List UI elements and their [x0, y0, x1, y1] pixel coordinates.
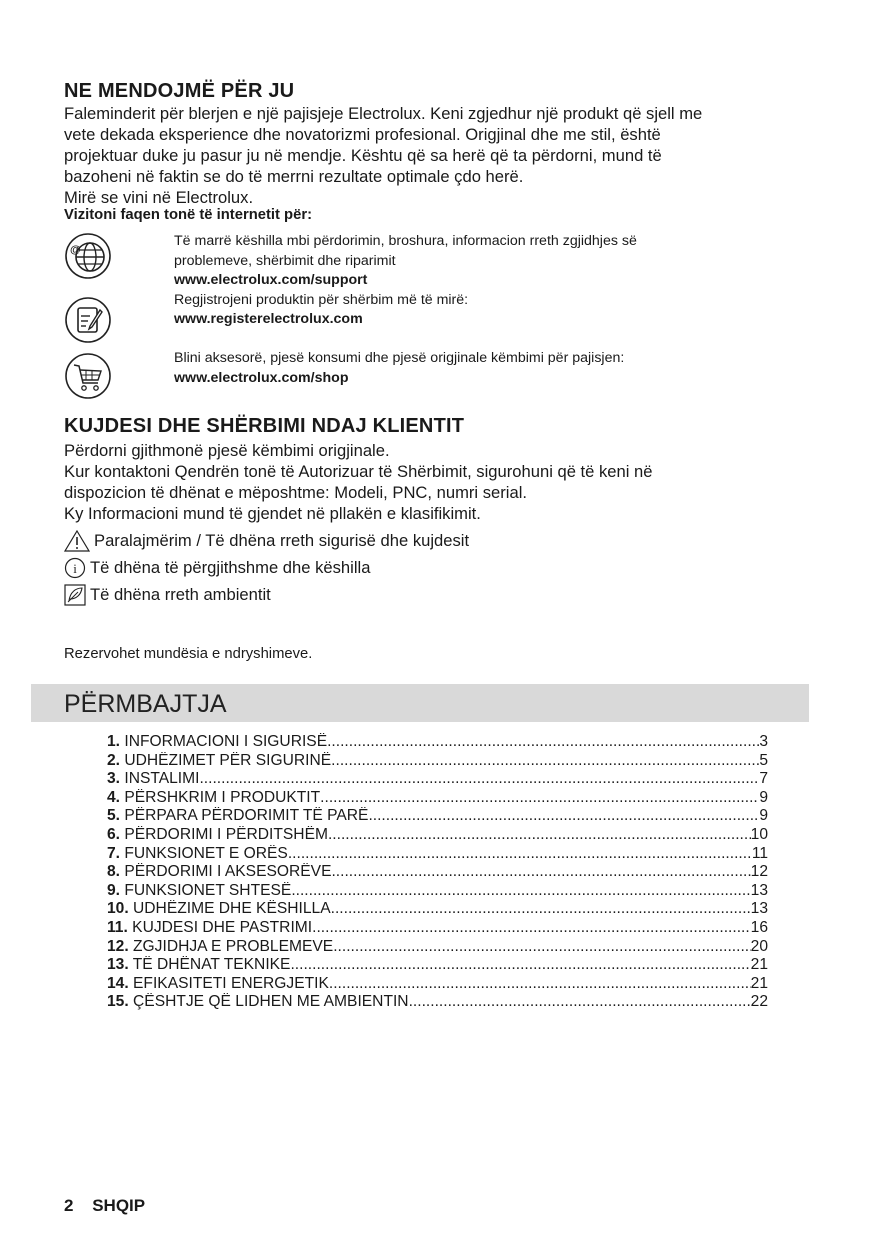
- text-line: Kur kontaktoni Qendrën tonë të Autorizuar të Shërbimit, sigurohuni që të keni në: [64, 462, 653, 481]
- svg-text:@: @: [70, 244, 81, 256]
- table-of-contents: [107, 733, 768, 1012]
- toc-entry-title: 9. FUNKSIONET SHTESË: [107, 881, 292, 899]
- dot-leader: [409, 993, 751, 1012]
- toc-page-number: 10: [750, 825, 768, 843]
- text-line: Të marrë këshilla mbi përdorimin, broshura, informacion rreth zgjidhjes së: [174, 233, 637, 249]
- text-line: Ky Informacioni mund të gjendet në pllakën e klasifikimit.: [64, 504, 481, 523]
- toc-page-number: 13: [750, 881, 768, 899]
- toc-entry[interactable]: [107, 863, 768, 882]
- link-support: [174, 232, 637, 330]
- toc-entry-title: 10. UDHËZIME DHE KËSHILLA: [107, 900, 331, 918]
- text-line: vete dekada eksperience dhe novatorizmi profesional. Origjinal dhe me stil, është: [64, 125, 661, 144]
- dot-leader: [331, 900, 751, 919]
- customer-care-paragraph: [64, 440, 653, 524]
- warning-icon: [64, 530, 90, 552]
- toc-page-number: 9: [759, 807, 768, 825]
- toc-entry-title: 1. INFORMACIONI I SIGURISË: [107, 733, 328, 750]
- section-title-customer-care: KUJDESI DHE SHËRBIMI NDAJ KLIENTIT: [64, 415, 465, 437]
- page-footer: [64, 1196, 145, 1216]
- dot-leader: [288, 845, 752, 864]
- section-title-we-think-of-you: NE MENDOJMË PËR JU: [64, 80, 295, 102]
- text-line: Blini aksesorë, pjesë konsumi dhe pjesë origjinale këmbimi për pajisjen:: [174, 350, 625, 366]
- dot-leader: [333, 938, 750, 957]
- toc-entry-title: 2. UDHËZIMET PËR SIGURINË: [107, 751, 332, 769]
- toc-page-number: 21: [750, 974, 768, 992]
- toc-entry-title: 12. ZGJIDHJA E PROBLEMEVE: [107, 937, 334, 955]
- toc-entry[interactable]: [107, 993, 768, 1012]
- toc-page-number: 16: [750, 918, 768, 936]
- toc-entry[interactable]: [107, 733, 768, 752]
- toc-entry[interactable]: [107, 975, 768, 994]
- text-line: dispozicion të dhënat e mëposhtme: Modeli, PNC, numri serial.: [64, 483, 527, 502]
- toc-page-number: 3: [759, 733, 768, 750]
- toc-page-number: 5: [759, 751, 768, 769]
- toc-entry-title: 14. EFIKASITETI ENERGJETIK: [107, 974, 329, 992]
- toc-page-number: 9: [759, 788, 768, 806]
- dot-leader: [328, 826, 751, 845]
- text-line: bazoheni në faktin se do të merrni rezultate optimale çdo herë.: [64, 167, 524, 186]
- visit-label: Vizitoni faqen tonë të internetit për:: [64, 207, 312, 223]
- legend-text: Paralajmërim / Të dhëna rreth sigurisë dhe kujdesit: [94, 530, 470, 550]
- svg-text:i: i: [73, 560, 77, 576]
- legend-text: Të dhëna të përgjithshme dhe këshilla: [90, 557, 371, 577]
- toc-entry[interactable]: [107, 938, 768, 957]
- dot-leader: [368, 807, 759, 826]
- dot-leader: [331, 863, 750, 882]
- leaf-icon: [64, 584, 86, 606]
- info-icon: [64, 557, 86, 579]
- symbol-legend: [64, 527, 469, 608]
- page-number: 2: [64, 1196, 74, 1215]
- toc-entry[interactable]: [107, 882, 768, 901]
- toc-entry[interactable]: [107, 770, 768, 789]
- intro-paragraph: [64, 103, 702, 208]
- text-line: Mirë se vini në Electrolux.: [64, 188, 254, 207]
- toc-entry-title: 3. INSTALIMI: [107, 770, 200, 788]
- changes-reserved-note: Rezervohet mundësia e ndryshimeve.: [64, 646, 313, 662]
- text-line: Përdorni gjithmonë pjesë këmbimi origjinale.: [64, 441, 390, 460]
- toc-page-number: 22: [750, 993, 768, 1011]
- toc-page-number: 20: [750, 937, 768, 955]
- toc-entry[interactable]: [107, 919, 768, 938]
- support-url-link[interactable]: www.electrolux.com/support: [174, 272, 368, 288]
- dot-leader: [327, 733, 759, 752]
- toc-entry[interactable]: [107, 845, 768, 864]
- dot-leader: [290, 956, 750, 975]
- text-line: Regjistrojeni produktin për shërbim më të mirë:: [174, 291, 469, 308]
- language-label: SHQIP: [92, 1196, 146, 1215]
- toc-entry-title: 6. PËRDORIMI I PËRDITSHËM: [107, 825, 328, 843]
- dot-leader: [291, 882, 750, 901]
- toc-entry-title: 7. FUNKSIONET E ORËS: [107, 844, 288, 862]
- toc-entry-title: 8. PËRDORIMI I AKSESORËVE: [107, 863, 332, 881]
- dot-leader: [331, 752, 759, 771]
- toc-page-number: 21: [750, 956, 768, 974]
- toc-entry[interactable]: [107, 956, 768, 975]
- register-url-link[interactable]: www.registerelectrolux.com: [174, 311, 363, 327]
- toc-page-number: 12: [750, 863, 768, 881]
- toc-entry-title: 11. KUJDESI DHE PASTRIMI: [107, 918, 313, 936]
- legend-text: Të dhëna rreth ambientit: [90, 584, 271, 604]
- dot-leader: [312, 919, 751, 938]
- toc-page-number: 7: [759, 770, 768, 788]
- toc-page-number: 13: [750, 900, 768, 918]
- toc-entry[interactable]: [107, 752, 768, 771]
- toc-entry[interactable]: [107, 826, 768, 845]
- link-shop: [174, 349, 624, 388]
- text-line: Faleminderit për blerjen e një pajisjeje Electrolux. Keni zgjedhur një produkt që sjell me: [64, 104, 703, 123]
- toc-title: PËRMBAJTJA: [31, 684, 809, 722]
- toc-entry-title: 15. ÇËSHTJE QË LIDHEN ME AMBIENTIN: [107, 993, 409, 1011]
- toc-entry[interactable]: [107, 807, 768, 826]
- text-line: projektuar duke ju pasur ju në mendje. Kështu që sa herë që ta përdorni, mund të: [64, 146, 662, 165]
- text-line: problemeve, shërbimit dhe riparimit: [174, 252, 396, 269]
- toc-entry[interactable]: [107, 900, 768, 919]
- dot-leader: [329, 975, 751, 994]
- toc-entry-title: 5. PËRPARA PËRDORIMIT TË PARË: [107, 807, 369, 825]
- shop-url-link[interactable]: www.electrolux.com/shop: [174, 369, 349, 386]
- dot-leader: [320, 789, 759, 808]
- dot-leader: [199, 770, 759, 789]
- toc-page-number: 11: [751, 844, 768, 862]
- shopping-cart-icon: [64, 352, 112, 400]
- globe-at-icon: [64, 232, 112, 280]
- register-document-icon: [64, 296, 112, 344]
- toc-entry[interactable]: [107, 789, 768, 808]
- toc-entry-title: 4. PËRSHKRIM I PRODUKTIT: [107, 788, 321, 806]
- toc-entry-title: 13. TË DHËNAT TEKNIKE: [107, 956, 291, 974]
